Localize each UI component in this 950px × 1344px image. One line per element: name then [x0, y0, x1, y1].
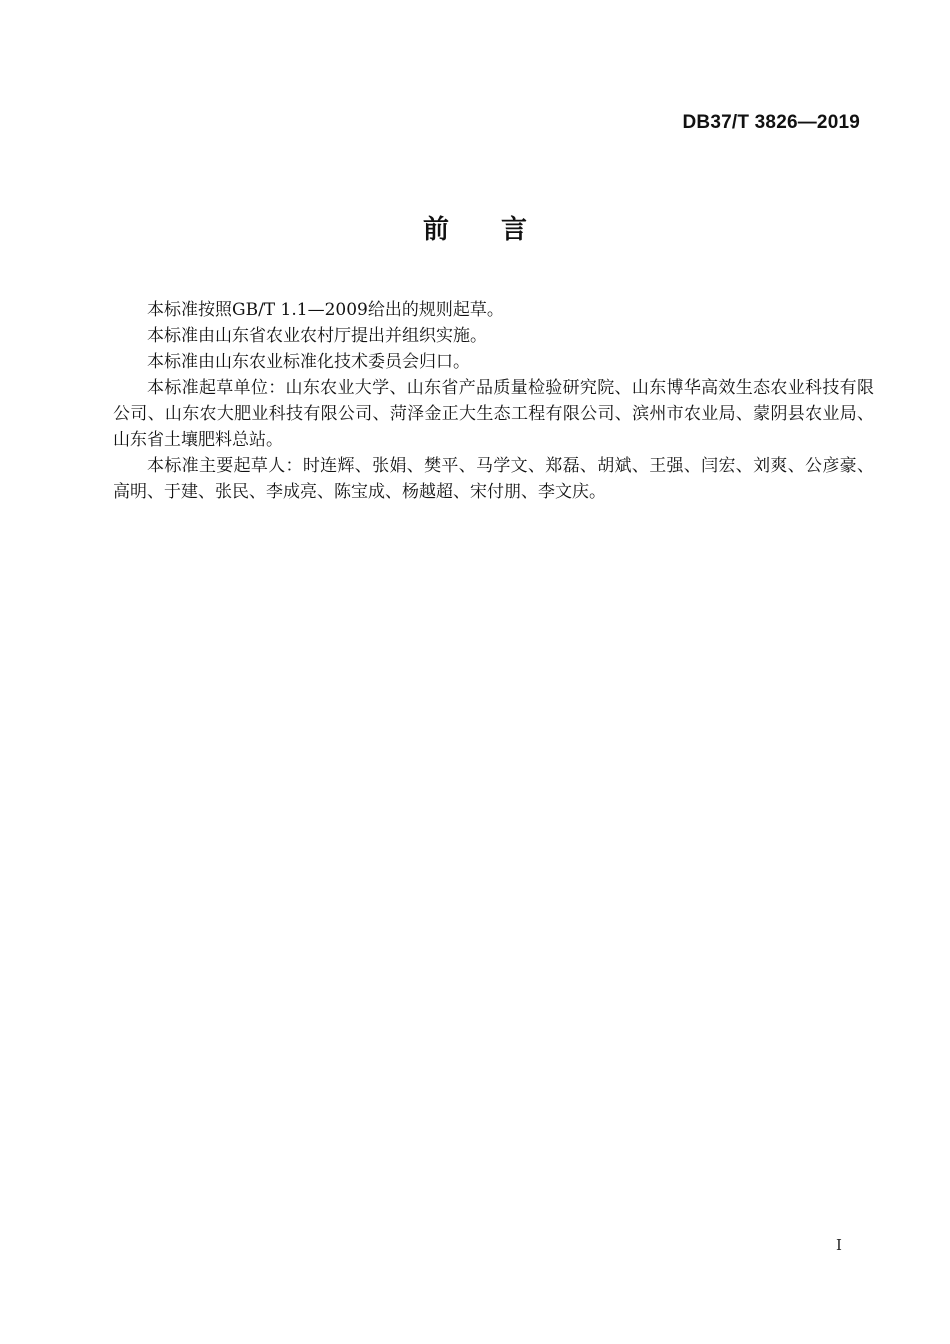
paragraph-proposed-by: 本标准由山东省农业农村厅提出并组织实施。 [147, 326, 487, 346]
page-number: I [836, 1236, 842, 1254]
page-title: 前 言 [422, 214, 527, 244]
foreword-body [113, 297, 874, 505]
paragraph-main-drafters: 本标准主要起草人：时连辉、张娟、樊平、马学文、郑磊、胡斌、王强、闫宏、刘爽、公彦豪、高明、于建、张民、李成亮、陈宝成、杨越超、宋付朋、李文庆。 [113, 456, 874, 502]
standard-number: DB37/T 3826—2019 [682, 112, 860, 133]
paragraph-centralized-by: 本标准由山东农业标准化技术委员会归口。 [147, 352, 470, 372]
paragraph-drafting-rules: 本标准按照GB/T 1.1—2009给出的规则起草。 [147, 300, 504, 320]
paragraph-drafting-organizations: 本标准起草单位：山东农业大学、山东省产品质量检验研究院、山东博华高效生态农业科技有限公司、山东农大肥业科技有限公司、菏泽金正大生态工程有限公司、滨州市农业局、蒙阴县农业局、山东省土壤肥料总站。 [113, 378, 874, 450]
